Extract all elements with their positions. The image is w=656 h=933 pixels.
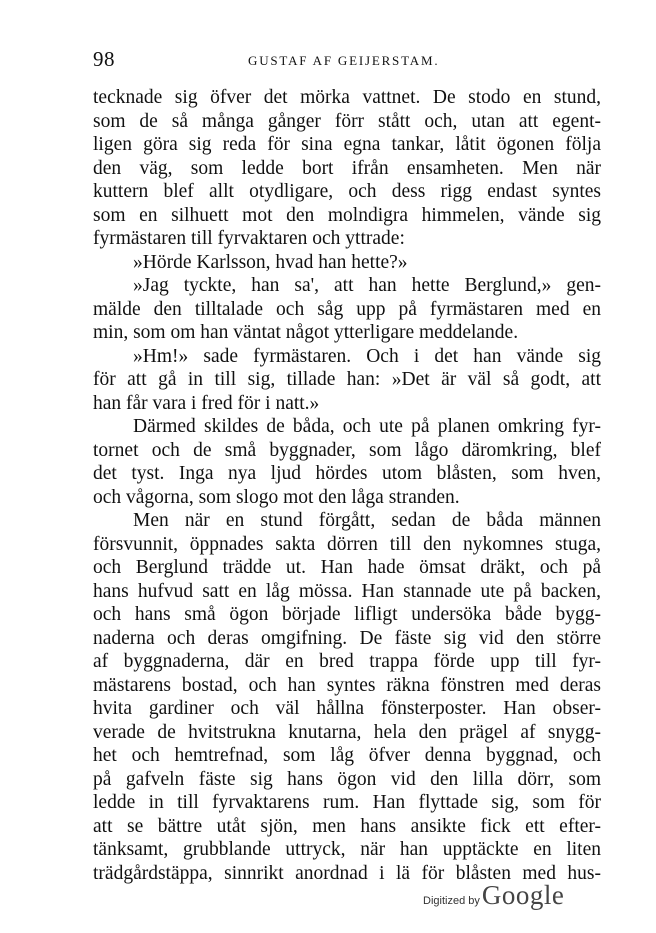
text-line: hvita gardiner och väl hållna fönsterposter. Han obser- <box>93 698 601 719</box>
running-head: GUSTAF AF GEIJERSTAM. <box>248 53 440 68</box>
text-line: för att gå in till sig, tillade han: »Det är väl så godt, att <box>93 369 601 390</box>
text-line: som en silhuett mot den molndigra himmelen, vände sig <box>93 204 601 226</box>
text-line: mästarens bostad, och han syntes räkna fönstren med deras <box>93 674 601 696</box>
text-line: hans hufvud satt en låg mössa. Han stannade ute på backen, <box>93 580 601 602</box>
text-line: tänksamt, grubblande uttryck, när han upptäckte en liten <box>93 839 601 860</box>
text-line: fyrmästaren till fyrvaktaren och yttrade: <box>93 228 405 249</box>
google-logo: Google <box>481 880 565 910</box>
text-line: »Jag tyckte, han sa', att han hette Berglund,» gen- <box>133 275 601 296</box>
text-line: het och hemtrefnad, som låg öfver denna byggnad, och <box>93 745 601 766</box>
text-line: försvunnit, öppnades sakta dörren till den nykomnes stuga, <box>93 533 601 555</box>
digitized-by-watermark <box>423 880 564 914</box>
text-line: verade de hvitstrukna knutarna, hela den prägel af snygg- <box>93 721 601 743</box>
text-line: att se bättre utåt sjön, men hans ansikte fick ett efter- <box>93 815 601 837</box>
body-text <box>93 86 601 885</box>
text-line: den väg, som ledde bort ifrån ensamheten. Men när <box>93 157 601 179</box>
text-line: naderna och deras omgifning. De fäste sig vid den större <box>93 627 601 649</box>
text-line: »Hm!» sade fyrmästaren. Och i det han vände sig <box>133 345 601 367</box>
text-line: af byggnaderna, där en bred trappa förde upp till fyr- <box>93 651 601 672</box>
page-number: 98 <box>93 47 115 71</box>
text-line: Därmed skildes de båda, och ute på planen omkring fyr- <box>133 416 601 437</box>
text-line: »Hörde Karlsson, hvad han hette?» <box>133 251 408 273</box>
text-line: och Berglund trädde ut. Han hade ömsat dräkt, och på <box>93 557 601 578</box>
text-line: tecknade sig öfver det mörka vattnet. De stodo en stund, <box>93 87 601 108</box>
text-line: tornet och de små byggnader, som lågo däromkring, blef <box>93 439 601 461</box>
text-line: kuttern blef allt otydligare, och dess rigg endast syntes <box>93 181 601 202</box>
text-line: det tyst. Inga nya ljud hördes utom blåsten, som hven, <box>93 463 601 484</box>
text-line: Men när en stund förgått, sedan de båda männen <box>133 510 601 531</box>
text-line: trädgårdstäppa, sinnrikt anordnad i lä för blåsten med hus- <box>93 862 601 884</box>
text-line: ligen göra sig reda för sina egna tankar, låtit ögonen följa <box>93 134 601 155</box>
text-line: min, som om han väntat något ytterligare meddelande. <box>93 322 519 343</box>
text-line: och hans små ögon började lifligt undersöka både bygg- <box>93 604 601 625</box>
text-line: ledde in till fyrvaktarens rum. Han flyttade sig, som för <box>93 792 601 813</box>
digitized-by-label: Digitized by <box>423 895 480 907</box>
text-line: och vågorna, som slogo mot den låga stranden. <box>93 486 460 508</box>
text-line: han får vara i fred för i natt.» <box>93 392 320 414</box>
text-line: som de så många gånger förr stått och, utan att egent- <box>93 110 601 132</box>
text-line: på gafveln fäste sig hans ögon vid den lilla dörr, som <box>93 768 601 790</box>
text-line: mälde den tilltalade och såg upp på fyrmästaren med en <box>93 298 601 320</box>
